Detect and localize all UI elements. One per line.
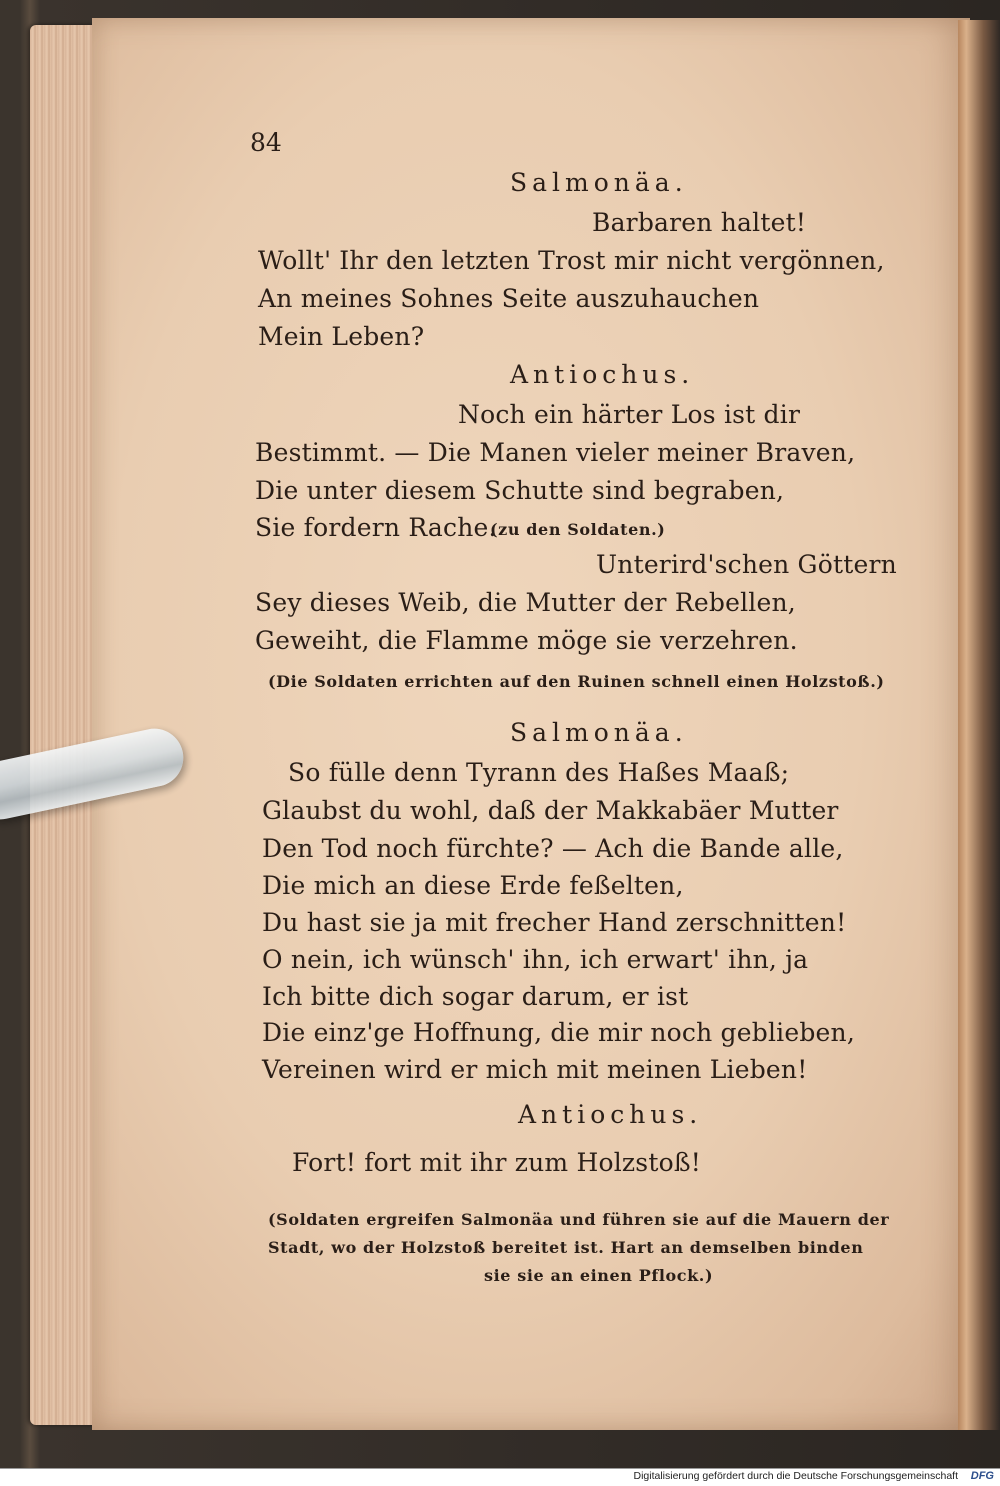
verse-line: Geweiht, die Flamme möge sie verzehren. (255, 626, 798, 655)
verse-line: Glaubst du wohl, daß der Makkabäer Mutter (262, 796, 839, 825)
verse-line: An meines Sohnes Seite auszuhauchen (258, 284, 760, 313)
verse-line: Unterird'schen Göttern (596, 550, 897, 579)
stage-direction: (zu den Soldaten.) (490, 520, 666, 539)
page-number: 84 (250, 128, 282, 157)
verse-line: Die unter diesem Schutte sind begraben, (255, 476, 785, 505)
verse-line: Noch ein härter Los ist dir (458, 400, 801, 429)
footer-bar (0, 1468, 1000, 1486)
stage-direction: (Soldaten ergreifen Salmonäa und führen sie auf die Mauern der (268, 1210, 890, 1229)
verse-line: Wollt' Ihr den letzten Trost mir nicht vergönnen, (258, 246, 885, 275)
stage-direction: sie sie an einen Pflock.) (484, 1266, 714, 1285)
verse-line: Bestimmt. — Die Manen vieler meiner Braven, (255, 438, 856, 467)
verse-line: Die einz'ge Hoffnung, die mir noch geblieben, (262, 1018, 855, 1047)
verse-line: Du hast sie ja mit frecher Hand zerschnitten! (262, 908, 847, 937)
speaker-salmonaea: Salmonäa. (510, 168, 688, 197)
verse-line: Vereinen wird er mich mit meinen Lieben! (262, 1055, 808, 1084)
footer-credit: Digitalisierung gefördert durch die Deutsche Forschungsgemeinschaft (633, 1470, 958, 1482)
speaker-antiochus: Antiochus. (510, 360, 695, 389)
speaker-antiochus: Antiochus. (518, 1100, 703, 1129)
facing-page-edge (958, 20, 1000, 1430)
verse-line: So fülle denn Tyrann des Haßes Maaß; (288, 758, 790, 787)
verse-line: Ich bitte dich sogar darum, er ist (262, 982, 689, 1011)
verse-line: Barbaren haltet! (592, 208, 807, 237)
stage-direction: Stadt, wo der Holzstoß bereitet ist. Hart an demselben binden (268, 1238, 864, 1257)
speaker-salmonaea: Salmonäa. (510, 718, 688, 747)
verse-line: Die mich an diese Erde feßelten, (262, 871, 684, 900)
verse-line: Fort! fort mit ihr zum Holzstoß! (292, 1148, 701, 1177)
verse-line: Sie fordern Rache. (255, 513, 497, 542)
verse-line: Sey dieses Weib, die Mutter der Rebellen, (255, 588, 796, 617)
stage-direction: (Die Soldaten errichten auf den Ruinen schnell einen Holzstoß.) (268, 672, 885, 691)
verse-line: O nein, ich wünsch' ihn, ich erwart' ihn, ja (262, 945, 809, 974)
dfg-logo: DFG (970, 1470, 994, 1482)
verse-line: Den Tod noch fürchte? — Ach die Bande alle, (262, 834, 844, 863)
verse-line: Mein Leben? (258, 322, 425, 351)
